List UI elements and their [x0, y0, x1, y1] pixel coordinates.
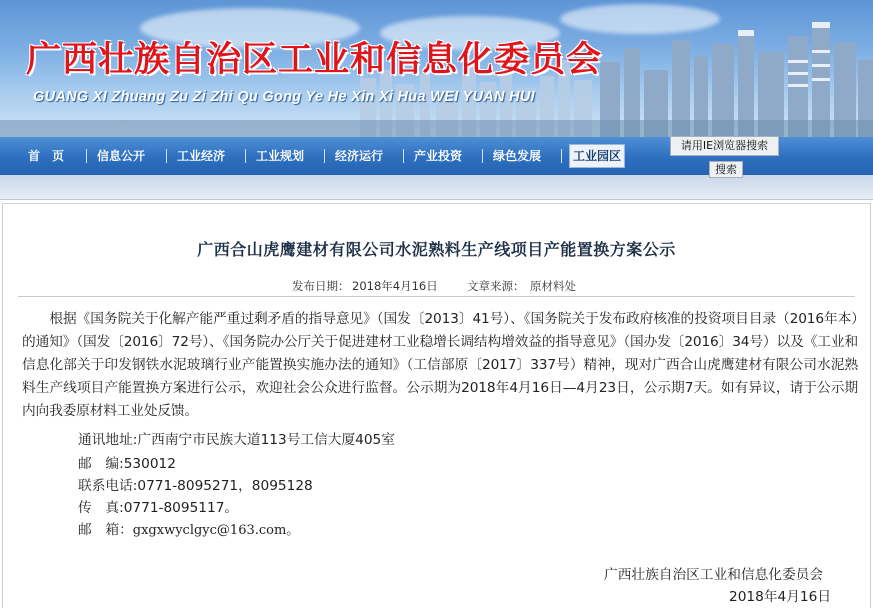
contact-address — [78, 428, 395, 448]
contact-value: 0771-8095271，8095128 — [137, 478, 313, 494]
nav-item-economic-operation[interactable]: 经济运行 — [335, 149, 384, 163]
source-label: 文章来源： — [467, 279, 525, 293]
signature-organization: 广西壮族自治区工业和信息化委员会 — [604, 567, 824, 583]
ie-search-button[interactable]: 请用IE浏览器搜索 — [670, 136, 779, 156]
contact-phone — [78, 474, 313, 494]
article-meta — [0, 276, 873, 296]
search-button[interactable]: 搜索 — [709, 161, 743, 178]
contact-label: 邮 箱： — [78, 522, 133, 538]
signature-date: 2018年4月16日 — [729, 589, 832, 605]
nav-separator — [166, 149, 167, 163]
site-title: 广西壮族自治区工业和信息化委员会 — [26, 39, 603, 80]
article-body: 根据《国务院关于化解产能严重过剩矛盾的指导意见》（国发〔2013〕41号）、《国务院关于发布政府核准的投资项目目录（2016年本）的通知》（国发〔2016〕72号）、《国务院办公厅关于促进建材工业稳增长调结构增效益的指导意见》（国办发〔2016〕34号）以及《工业和信息化部关于印发钢铁水泥玻璃行业产能置换实施办法的通知》（工信部原〔2017〕337号）精神，现对广西合山虎鹰建材有限公司水泥熟料生产线项目产能置换方案进行公示，欢迎社会公众进行监督。公示期为2018年4月16日—4月23日，公示期7天。如有异议，请于公示期内向我委原材料工业处反馈。 — [22, 311, 858, 419]
contact-fax — [78, 496, 238, 516]
site-subtitle: GUANG XI Zhuang Zu Zi Zhi Qu Gong Ye He Xin Xi Hua WEI YUAN HUI — [33, 89, 535, 105]
nav-item-industrial-park[interactable]: 工业园区 — [569, 144, 625, 168]
nav-item-green-development[interactable]: 绿色发展 — [493, 149, 542, 163]
contact-value: 0771-8095117。 — [123, 500, 239, 516]
contact-label: 通讯地址: — [78, 432, 138, 448]
publish-date-label: 发布日期： — [292, 279, 350, 293]
contact-email — [78, 518, 299, 538]
nav-separator — [561, 149, 562, 163]
nav-separator — [482, 149, 483, 163]
contact-label: 传 真: — [78, 500, 124, 516]
contact-label: 邮 编: — [78, 456, 124, 472]
source-value: 原材料处 — [530, 279, 576, 293]
nav-separator — [245, 149, 246, 163]
contact-value: 530012 — [123, 456, 176, 472]
meta-divider — [18, 296, 855, 297]
publish-date: 2018年4月16日 — [352, 279, 438, 293]
nav-item-info-disclosure[interactable]: 信息公开 — [97, 149, 146, 163]
contact-postcode — [78, 452, 176, 472]
site-banner — [0, 0, 873, 137]
contact-label: 联系电话: — [78, 478, 138, 494]
nav-item-home[interactable]: 首 页 — [28, 149, 65, 163]
nav-item-industrial-planning[interactable]: 工业规划 — [256, 149, 305, 163]
nav-item-industrial-economy[interactable]: 工业经济 — [177, 149, 226, 163]
nav-separator — [403, 149, 404, 163]
nav-sub-bar — [0, 175, 873, 200]
article-title: 广西合山虎鹰建材有限公司水泥熟料生产线项目产能置换方案公示 — [197, 240, 676, 259]
contact-email-value[interactable]: gxgxwyclgyc@163.com。 — [132, 523, 300, 538]
nav-separator — [324, 149, 325, 163]
nav-separator — [86, 149, 87, 163]
nav-item-industry-investment[interactable]: 产业投资 — [414, 149, 463, 163]
contact-value: 广西南宁市民族大道113号工信大厦405室 — [137, 432, 395, 448]
